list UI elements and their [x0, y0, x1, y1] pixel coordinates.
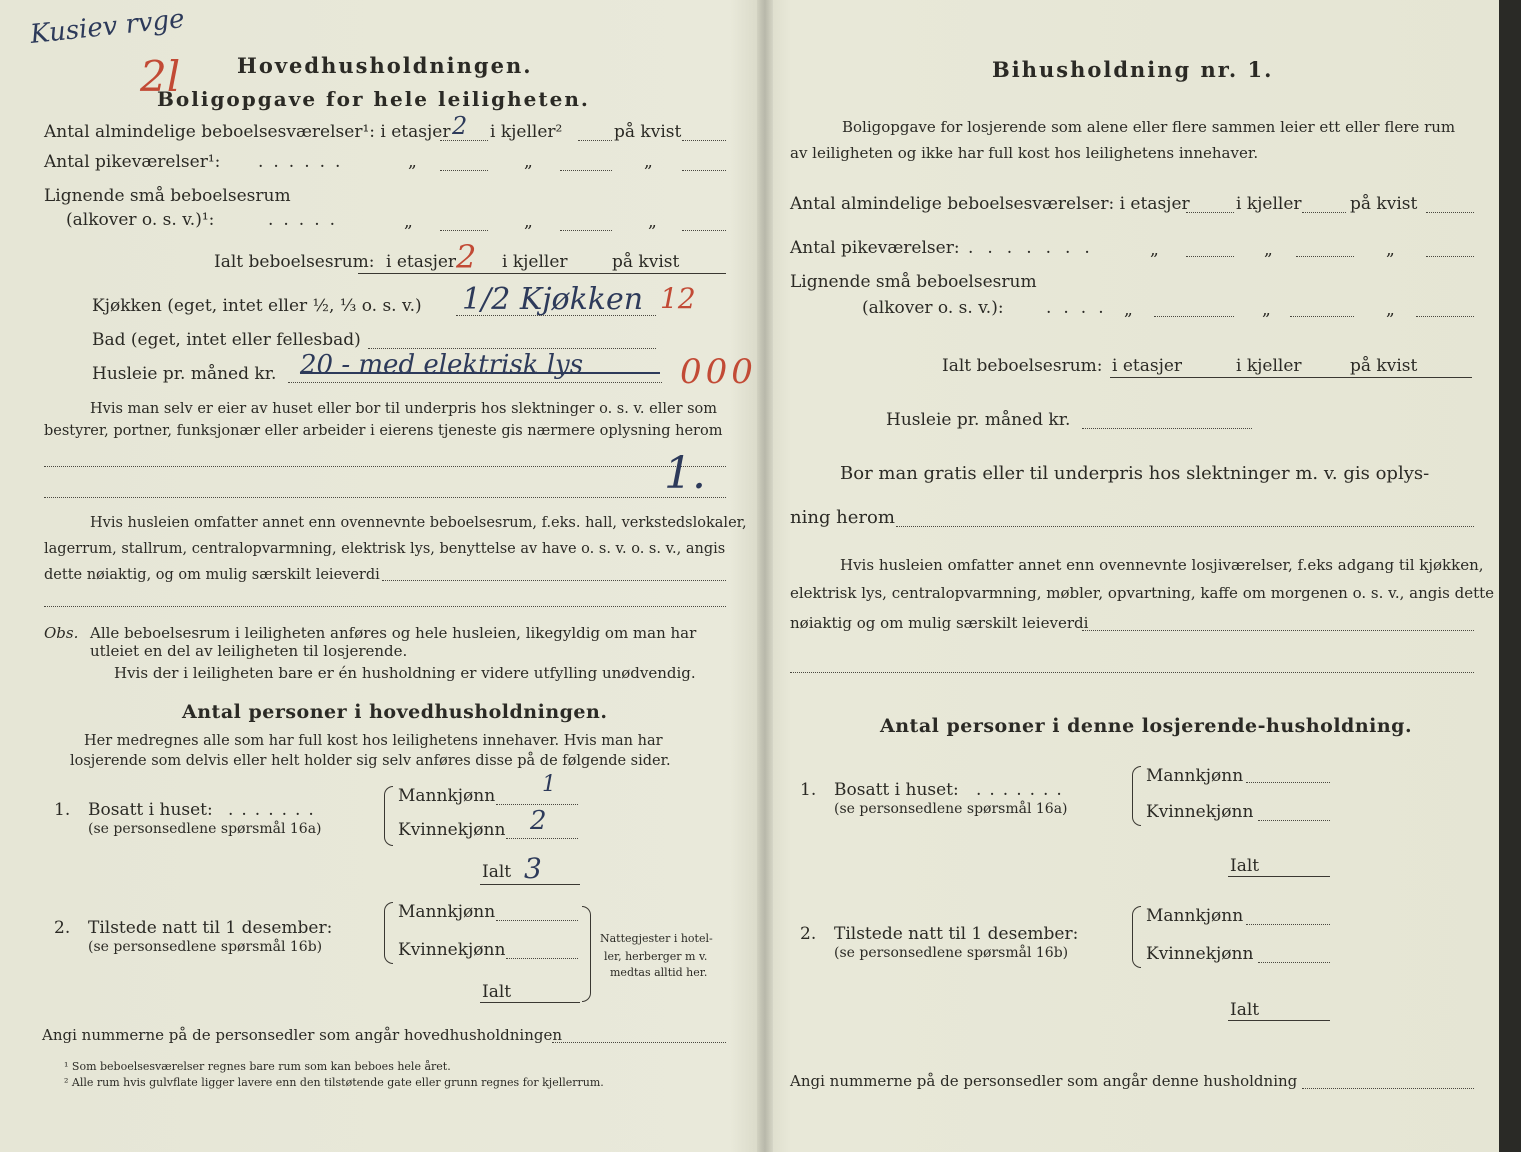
left-rooms-etasjer-field[interactable] [440, 140, 488, 141]
left-leader-dots: ....... [228, 800, 322, 820]
left-obs-label: Obs. [44, 624, 79, 642]
left-obs-text-2: utleiet en del av leiligheten til losjerende. [90, 642, 408, 660]
hw-kitchen-margin: 12 [660, 282, 696, 315]
main-household-subheading: Boligopgave for hele leiligheten. [157, 87, 590, 111]
left-total-rule [358, 273, 726, 274]
ditto-mark: „ [644, 152, 653, 172]
left-includes-field-2[interactable] [44, 606, 726, 607]
sub-household-heading: Bihusholdning nr. 1. [992, 57, 1274, 82]
right-q2-label: Tilstede natt til 1 desember: [834, 924, 1079, 944]
left-q2-total-label: Ialt [482, 982, 512, 1002]
scan-edge [1499, 0, 1521, 1152]
hw-q1-total: 3 [524, 852, 542, 885]
ditto-mark: „ [1386, 300, 1395, 320]
right-q1-number: 1. [800, 780, 817, 800]
right-q2-brace [1132, 906, 1141, 968]
right-maid-kvist-field[interactable] [1426, 256, 1474, 257]
right-leader-dots: ....... [968, 238, 1104, 258]
right-free-text-2: ning herom [790, 507, 895, 528]
page-fold [757, 0, 773, 1152]
right-total-kvist-label: på kvist [1350, 356, 1418, 376]
right-free-text-1: Bor man gratis eller til underpris hos slektninger m. v. gis oplys- [840, 463, 1430, 484]
left-numbers-label: Angi nummerne på de personsedler som angår hovedhusholdningen [42, 1026, 562, 1044]
right-maid-etasjer-field[interactable] [1186, 256, 1234, 257]
main-household-heading: Hovedhusholdningen. [237, 53, 533, 78]
hw-kitchen: 1/2 Kjøkken [462, 282, 644, 317]
left-rooms-kjeller-label: i kjeller² [490, 122, 563, 142]
left-q1-female-label: Kvinnekjønn [398, 820, 506, 840]
right-rent-field[interactable] [1082, 428, 1252, 429]
right-alcove-kjeller-field[interactable] [1290, 316, 1354, 317]
left-maid-kjeller-field[interactable] [560, 170, 612, 171]
right-q2-total-rule [1228, 1020, 1330, 1021]
ditto-mark: „ [1262, 300, 1271, 320]
ditto-mark: „ [1150, 240, 1159, 260]
left-leader-dots: ..... [268, 210, 346, 230]
left-night-guests-1: Nattegjester i hotel- [600, 932, 713, 945]
left-q1-brace [384, 786, 393, 846]
left-q1-number: 1. [54, 800, 71, 820]
right-free-field[interactable] [896, 526, 1474, 527]
left-alcove-kvist-field[interactable] [682, 230, 726, 231]
left-persons-text-2: losjerende som delvis eller helt holder sig selv anføres disse på de følgende sider. [70, 753, 671, 769]
hw-corner-number: 2l [140, 52, 181, 101]
hw-rent-red: 000 [680, 352, 757, 392]
left-night-guests-3: medtas alltid her. [610, 966, 708, 979]
ditto-mark: „ [524, 212, 533, 232]
left-kitchen-label: Kjøkken (eget, intet eller ½, ⅓ o. s. v.) [92, 296, 422, 316]
right-intro-2: av leiligheten og ikke har full kost hos leilighetens innehaver. [790, 144, 1259, 162]
hw-q1-female: 2 [530, 806, 547, 836]
hw-rooms-etasjer: 2 [452, 112, 468, 140]
left-q1-total-rule [480, 884, 580, 885]
hw-rent-strike [300, 372, 660, 374]
hw-q1-male: 1 [542, 772, 556, 797]
left-alcove-etasjer-field[interactable] [440, 230, 488, 231]
right-alcove-kvist-field[interactable] [1416, 316, 1474, 317]
left-rooms-kvist-label: på kvist [614, 122, 682, 142]
right-alcoves-label: (alkover o. s. v.): [862, 298, 1004, 318]
left-numbers-field[interactable] [552, 1042, 726, 1043]
right-q2-male-label: Mannkjønn [1146, 906, 1244, 926]
ditto-mark: „ [524, 152, 533, 172]
right-rooms-kvist-field[interactable] [1426, 212, 1474, 213]
left-q2-total-rule [480, 1002, 580, 1003]
ditto-mark: „ [408, 152, 417, 172]
left-q1-female-field[interactable] [506, 838, 578, 839]
left-includes-text-3: dette nøiaktig, og om mulig særskilt leieverdi [44, 567, 380, 583]
right-maid-rooms-label: Antal pikeværelser: [790, 238, 960, 258]
left-footnote-2: ² Alle rum hvis gulvflate ligger lavere enn den tilstøtende gate eller grunn regnes for kjellerrum. [64, 1076, 604, 1089]
left-q2-sub: (se personsedlene spørsmål 16b) [88, 939, 323, 955]
left-obs-text-3: Hvis der i leiligheten bare er én husholdning er videre utfylling unødvendig. [114, 664, 696, 682]
right-numbers-label: Angi nummerne på de personsedler som angår denne husholdning [790, 1072, 1298, 1090]
right-maid-kjeller-field[interactable] [1296, 256, 1354, 257]
left-night-guests-2: ler, herberger m v. [604, 950, 708, 963]
right-includes-text-2: elektrisk lys, centralopvarmning, møbler, opvartning, kaffe om morgenen o. s. v., angis dette [790, 584, 1495, 602]
ditto-mark: „ [1264, 240, 1273, 260]
left-includes-field-1[interactable] [382, 580, 726, 581]
right-q1-label: Bosatt i huset: [834, 780, 959, 800]
right-q2-male-field[interactable] [1246, 924, 1330, 925]
hw-corner-note: Kusiev rvge [28, 3, 186, 51]
left-owner-text-2: bestyrer, portner, funksjonær eller arbeider i eierens tjeneste gis nærmere oplysning herom [44, 423, 723, 439]
right-total-rule [1110, 377, 1472, 378]
left-q2-brace-right [582, 906, 591, 1002]
right-includes-field-2[interactable] [790, 672, 1474, 673]
right-rooms-label: Antal almindelige beboelsesværelser: i etasjer [790, 194, 1190, 214]
left-includes-text-1: Hvis husleien omfatter annet enn ovennevnte beboelsesrum, f.eks. hall, verkstedslokaler, [90, 515, 747, 531]
left-bath-label: Bad (eget, intet eller fellesbad) [92, 330, 361, 350]
left-q2-female-label: Kvinnekjønn [398, 940, 506, 960]
right-q1-female-label: Kvinnekjønn [1146, 802, 1254, 822]
left-persons-heading: Antal personer i hovedhusholdningen. [182, 701, 608, 723]
right-includes-text-3: nøiaktig og om mulig særskilt leieverdi [790, 614, 1089, 632]
left-q2-label: Tilstede natt til 1 desember: [88, 918, 333, 938]
left-kitchen-field[interactable] [456, 315, 656, 316]
left-q1-sub: (se personsedlene spørsmål 16a) [88, 821, 322, 837]
left-total-rooms-label: Ialt beboelsesrum: [214, 252, 375, 272]
right-q2-female-label: Kvinnekjønn [1146, 944, 1254, 964]
right-total-etasjer-label: i etasjer [1112, 356, 1183, 376]
ditto-mark: „ [1386, 240, 1395, 260]
right-q1-brace [1132, 766, 1141, 826]
ditto-mark: „ [1124, 300, 1133, 320]
left-owner-field-2[interactable] [44, 497, 726, 498]
left-q2-male-field[interactable] [496, 920, 578, 921]
left-q2-number: 2. [54, 918, 71, 938]
right-includes-field-1[interactable] [1082, 630, 1474, 631]
ditto-mark: „ [404, 212, 413, 232]
right-total-rooms-label: Ialt beboelsesrum: [942, 356, 1103, 376]
right-small-rooms-label: Lignende små beboelsesrum [790, 272, 1037, 292]
left-maid-kvist-field[interactable] [682, 170, 726, 171]
left-alcove-kjeller-field[interactable] [560, 230, 612, 231]
right-rooms-kjeller-label: i kjeller [1236, 194, 1302, 214]
right-rooms-etasjer-field[interactable] [1186, 212, 1234, 213]
right-q1-total-label: Ialt [1230, 856, 1260, 876]
right-q1-male-field[interactable] [1246, 782, 1330, 783]
left-maid-etasjer-field[interactable] [440, 170, 488, 171]
left-rent-label: Husleie pr. måned kr. [92, 364, 277, 384]
hw-owner-mark: 1. [664, 448, 706, 499]
left-q2-male-label: Mannkjønn [398, 902, 496, 922]
left-q2-female-field[interactable] [506, 958, 578, 959]
left-q1-label: Bosatt i huset: [88, 800, 213, 820]
right-q1-male-label: Mannkjønn [1146, 766, 1244, 786]
right-q1-female-field[interactable] [1258, 820, 1330, 821]
left-row-rooms-label: Antal almindelige beboelsesværelser¹: i etasjer [44, 122, 451, 142]
left-rooms-kjeller-field[interactable] [578, 140, 612, 141]
left-obs-text-1: Alle beboelsesrum i leiligheten anføres og hele husleien, likegyldig om man har [90, 624, 697, 642]
right-total-kjeller-label: i kjeller [1236, 356, 1302, 376]
right-q1-total-rule [1228, 876, 1330, 877]
right-intro-1: Boligopgave for losjerende som alene eller flere sammen leier ett eller flere rum [842, 118, 1456, 136]
left-owner-text-1: Hvis man selv er eier av huset eller bor til underpris hos slektninger o. s. v. eller som [90, 401, 718, 417]
right-q1-sub: (se personsedlene spørsmål 16a) [834, 801, 1068, 817]
right-rooms-kvist-label: på kvist [1350, 194, 1418, 214]
right-alcove-etasjer-field[interactable] [1154, 316, 1234, 317]
right-q2-sub: (se personsedlene spørsmål 16b) [834, 945, 1069, 961]
hw-rent: 20 - med elektrisk lys [300, 350, 584, 380]
left-footnote-1: ¹ Som beboelsesværelser regnes bare rum som kan beboes hele året. [64, 1060, 451, 1073]
right-q2-total-label: Ialt [1230, 1000, 1260, 1020]
left-q1-male-field[interactable] [496, 804, 578, 805]
left-owner-field-1[interactable] [44, 466, 726, 467]
right-numbers-field[interactable] [1302, 1088, 1474, 1089]
right-q2-female-field[interactable] [1258, 962, 1330, 963]
left-bath-field[interactable] [368, 348, 656, 349]
ditto-mark: „ [648, 212, 657, 232]
right-leader-dots: ....... [976, 780, 1070, 800]
left-total-kjeller-label: i kjeller [502, 252, 568, 272]
right-rent-label: Husleie pr. måned kr. [886, 410, 1071, 430]
left-total-etasjer-label: i etasjer [386, 252, 457, 272]
left-includes-text-2: lagerrum, stallrum, centralopvarmning, elektrisk lys, benyttelse av have o. s. v. o. s. v., angis [44, 541, 726, 557]
left-q2-brace [384, 902, 393, 964]
left-alcoves-label: (alkover o. s. v.)¹: [66, 210, 215, 230]
left-persons-text-1: Her medregnes alle som har full kost hos leilighetens innehaver. Hvis man har [84, 733, 663, 749]
left-maid-rooms-label: Antal pikeværelser¹: [44, 152, 221, 172]
left-total-kvist-label: på kvist [612, 252, 680, 272]
right-leader-dots: .... [1046, 298, 1116, 318]
right-persons-heading: Antal personer i denne losjerende-husholdning. [880, 715, 1413, 737]
hw-total-etasjer: 2 [456, 238, 477, 276]
right-q2-number: 2. [800, 924, 817, 944]
left-q1-total-label: Ialt [482, 862, 512, 882]
left-leader-dots: ...... [258, 152, 351, 172]
left-small-rooms-label: Lignende små beboelsesrum [44, 186, 291, 206]
right-rooms-kjeller-field[interactable] [1302, 212, 1346, 213]
left-rooms-kvist-field[interactable] [682, 140, 726, 141]
right-includes-text-1: Hvis husleien omfatter annet enn ovennevnte losjiværelser, f.eks adgang til kjøkken, [840, 556, 1484, 574]
left-rent-field[interactable] [288, 382, 662, 383]
left-q1-male-label: Mannkjønn [398, 786, 496, 806]
